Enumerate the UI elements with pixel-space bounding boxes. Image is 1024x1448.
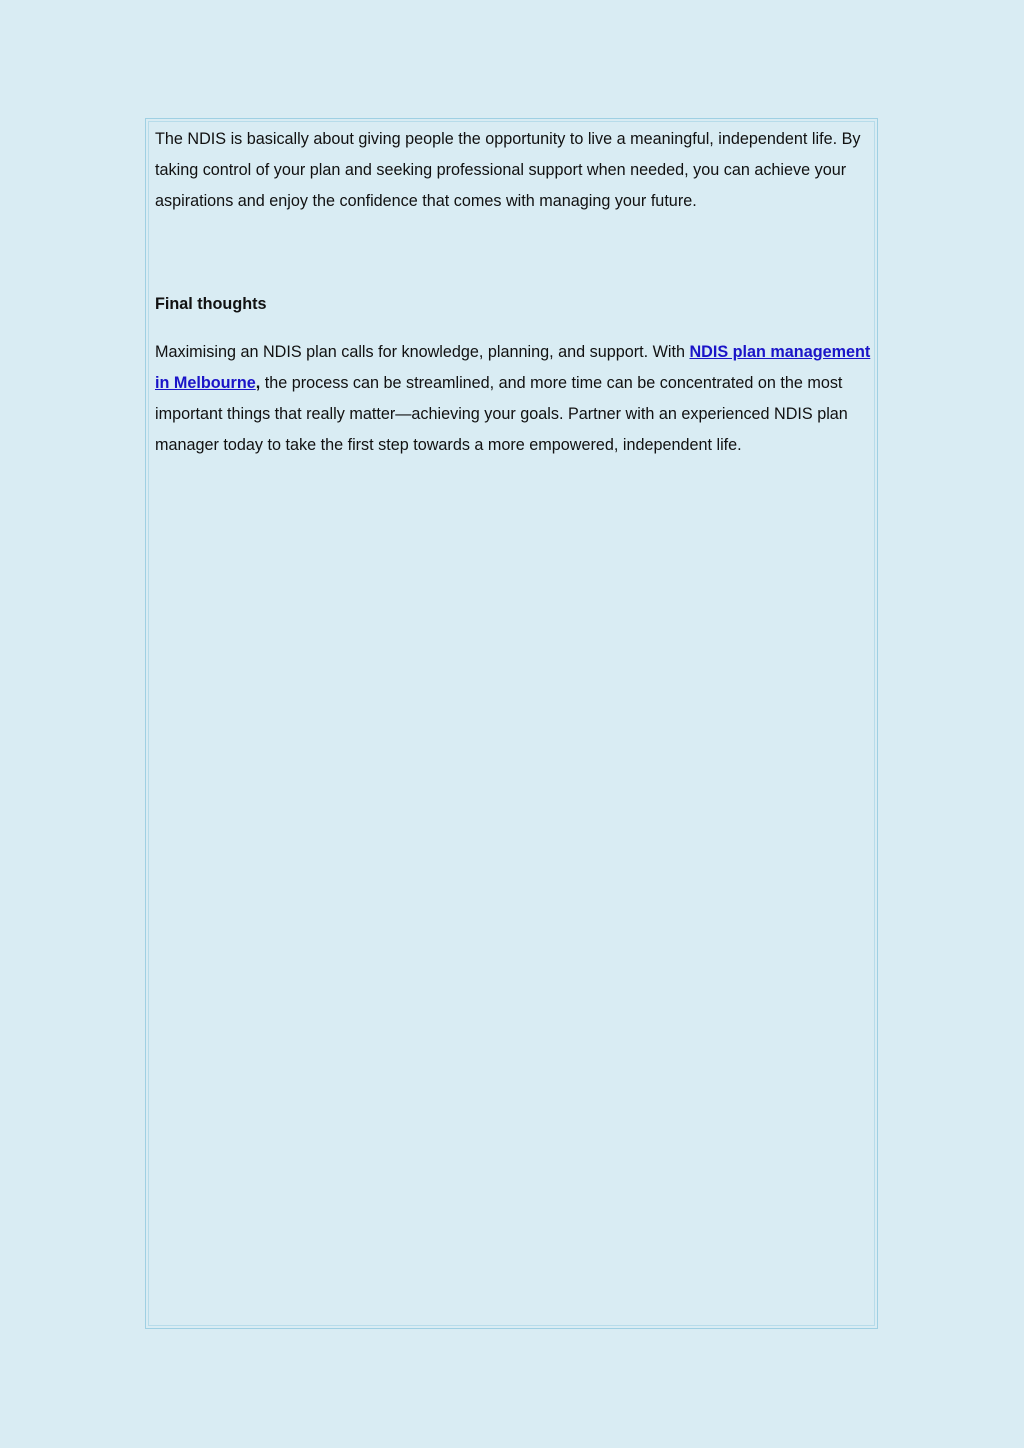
intro-paragraph: The NDIS is basically about giving people the opportunity to live a meaningful, independent life. By taking control of your plan and seeking professional support when needed, you can achieve your aspirations and enjoy the confidence that comes with managing your future. — [155, 130, 861, 210]
link-comma: , — [255, 374, 261, 392]
final-thoughts-paragraph — [155, 337, 873, 461]
paragraph-text-before-link: Maximising an NDIS plan calls for knowledge, planning, and support. With — [155, 343, 690, 361]
paragraph-text-after-link: the process can be streamlined, and more time can be concentrated on the most important things that really matter—achieving your goals. Partner with an experienced NDIS plan manager today to take the first step towards a more empowered, independent life. — [155, 374, 848, 454]
ndis-plan-management-link[interactable]: NDIS plan management in Melbourne — [155, 343, 871, 392]
section-heading-final-thoughts: Final thoughts — [155, 295, 267, 313]
document-content — [155, 124, 873, 461]
